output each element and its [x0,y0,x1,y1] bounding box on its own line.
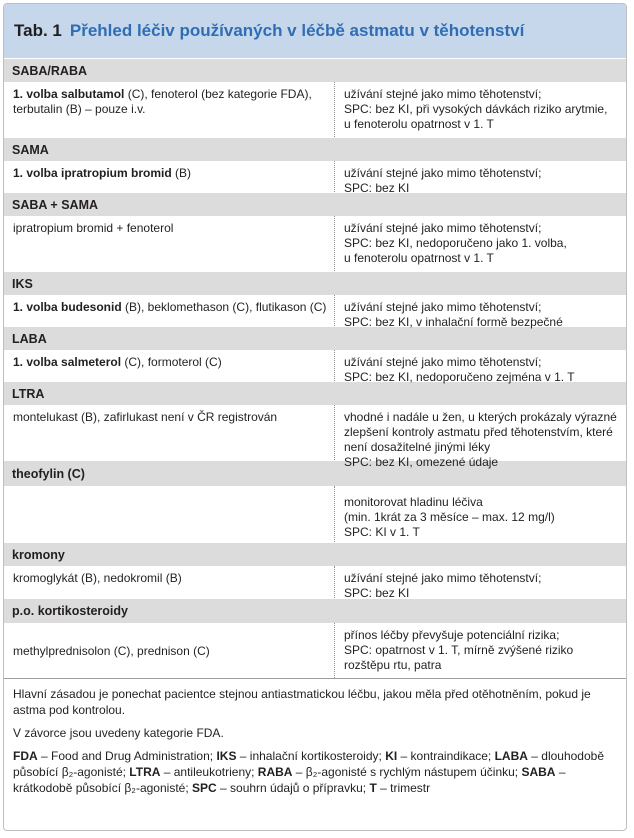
recommendation-line: SPC: bez KI [344,181,410,195]
abbr-value: – kontraindikace; [397,749,495,763]
abbr-key: IKS [216,749,237,763]
drug-cell [4,566,335,598]
abbr-key: RABA [257,765,293,779]
drug-cell [4,216,335,271]
abbr-value: – inhalační kortikosteroidy; [236,749,386,763]
recommendation-cell [335,161,626,195]
first-choice-drug: 1. volba salbutamol [13,87,125,101]
abbr-key: LTRA [129,765,161,779]
recommendation-cell [335,566,626,598]
section-header: IKS [4,271,626,295]
table-row [4,486,626,542]
recommendation-line: SPC: bez KI, při vysokých dávkách riziko arytmie, [344,102,608,116]
table-row [4,405,626,469]
recommendation-line: užívání stejné jako mimo těhotenství; [344,221,542,235]
recommendation-line: užívání stejné jako mimo těhotenství; [344,166,542,180]
note-main-principle: Hlavní zásadou je ponechat pacientce stejnou antiastmatickou léčbu, jakou měla před otěhotněním, pokud je astma pod kontrolou. [13,687,591,717]
recommendation-line: zlepšení kontroly astmatu před těhotenstvím, které [344,425,613,439]
abbr-value: – dlouhodobě působící β₂-agonisté; [13,749,604,779]
recommendation-line: monitorovat hladinu léčiva [344,495,483,509]
drug-cell [4,405,335,460]
recommendation-line: SPC: bez KI [344,586,410,600]
recommendation-line: užívání stejné jako mimo těhotenství; [344,355,542,369]
drug-cell [4,350,335,381]
table-frame [3,3,627,831]
section-header: LTRA [4,381,626,405]
section-header: SAMA [4,137,626,161]
abbr-value: – krátkodobě působící β₂-agonisté; [13,765,566,795]
recommendation-line: SPC: bez KI, nedoporučeno jako 1. volba, [344,236,567,250]
section-header: p.o. kortikosteroidy [4,598,626,623]
recommendation-cell [335,82,626,137]
recommendation-cell [335,350,626,384]
section-header: kromony [4,542,626,566]
recommendation-cell [335,486,626,542]
drug-list: kromoglykát (B), nedokromil (B) [13,571,182,585]
recommendation-line: užívání stejné jako mimo těhotenství; [344,300,542,314]
recommendation-line: u fenoterolu opatrnost v 1. T [344,251,494,265]
recommendation-line: SPC: KI v 1. T [344,525,420,539]
abbr-value: – souhrn údajů o přípravku; [216,781,370,795]
table-row [4,566,626,598]
first-choice-drug: 1. volba salmeterol [13,355,122,369]
abbr-key: KI [385,749,398,763]
abbr-key: SABA [521,765,556,779]
table-title [4,4,626,58]
recommendation-cell [335,405,626,469]
table-row [4,295,626,329]
recommendation-line: SPC: bez KI, v inhalační formě bezpečné [344,315,563,329]
recommendation-line: SPC: bez KI, omezené údaje [344,455,499,469]
note-abbreviations [13,748,617,796]
table-row [4,623,626,678]
drug-list: methylprednisolon (C), prednison (C) [13,644,210,658]
drug-cell [4,295,335,326]
abbr-value: – trimestr [376,781,431,795]
recommendation-line: rozštěpu rtu, patra [344,658,442,672]
section-header: LABA [4,326,626,350]
recommendation-line: SPC: opatrnost v 1. T, mírně zvýšené riziko [344,643,574,657]
abbr-key: SPC [192,781,217,795]
note-fda-categories: V závorce jsou uvedeny kategorie FDA. [13,726,224,740]
drug-list: (B), beklomethason (C), flutikason (C) [121,300,327,314]
table-caption: Přehled léčiv používaných v léčbě astmatu v těhotenství [69,21,525,40]
abbr-key: T [369,781,377,795]
first-choice-drug: 1. volba ipratropium bromid [13,166,172,180]
drug-cell [4,486,335,542]
abbr-value: – β₂-agonisté s rychlým nástupem účinku; [292,765,522,779]
drug-line: terbutalin (B) – pouze i.v. [13,102,146,116]
recommendation-cell [335,295,626,329]
recommendation-line: u fenoterolu opatrnost v 1. T [344,117,494,131]
recommendation-line: přínos léčby převyšuje potenciální rizika; [344,628,560,642]
table-notes [4,678,626,796]
recommendation-cell [335,216,626,271]
table-number: Tab. 1 [14,21,62,40]
drug-list: (C), fenoterol (bez kategorie FDA), [124,87,312,101]
table-row [4,350,626,384]
recommendation-line: užívání stejné jako mimo těhotenství; [344,87,542,101]
drug-list: (C), formoterol (C) [121,355,222,369]
drug-list: montelukast (B), zafirlukast není v ČR registrován [13,410,278,424]
drug-list: (B) [171,166,192,180]
abbr-value: – antileukotrieny; [160,765,258,779]
section-header: theofylin (C) [4,460,626,486]
drug-cell [4,161,335,192]
drug-cell [4,82,335,137]
recommendation-line: (min. 1krát za 3 měsíce – max. 12 mg/l) [344,510,555,524]
section-header: SABA/RABA [4,58,626,82]
table-row [4,216,626,271]
recommendation-cell [335,623,626,678]
drug-cell [4,623,335,678]
recommendation-line: užívání stejné jako mimo těhotenství; [344,571,542,585]
table-row [4,82,626,137]
abbr-key: LABA [494,749,528,763]
section-header: SABA + SAMA [4,192,626,216]
abbr-value: – Food and Drug Administration; [37,749,217,763]
recommendation-line: SPC: bez KI, nedoporučeno zejména v 1. T [344,370,575,384]
drug-list: ipratropium bromid + fenoterol [13,221,174,235]
abbr-key: FDA [13,749,38,763]
recommendation-line: není dosažitelné jinými léky [344,440,491,454]
table-row [4,161,626,195]
recommendation-line: vhodné i nadále u žen, u kterých prokázaly výrazné [344,410,617,424]
table-body [4,58,626,678]
first-choice-drug: 1. volba budesonid [13,300,122,314]
